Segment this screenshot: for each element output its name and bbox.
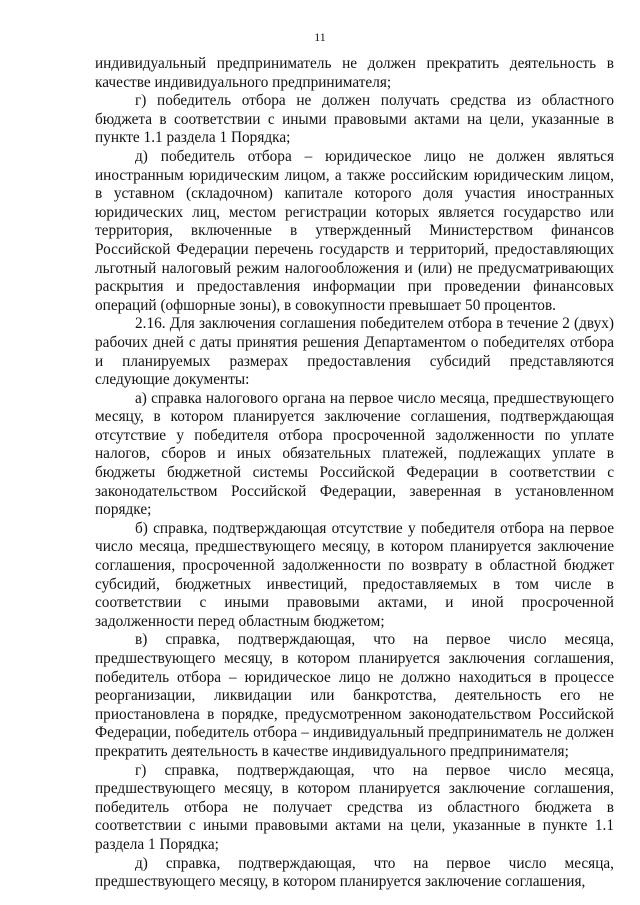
paragraph: индивидуальный предприниматель не должен прекратить деятельность в качестве индивидуального предпринимателя;: [95, 55, 614, 91]
paragraph: д) победитель отбора – юридическое лицо не должен являться иностранным юридическим лицом, а также российским юридическим лицом, в уставном (складочном) капитале которого доля участия иностранных юридических лиц, местом регистрации которых является государство или территория, включенные в утвержденный Министерством финансов Российской Федерации перечень государств и территорий, предоставляющих льготный налоговый режим налогообложения и (или) не предусматривающих раскрытия и предоставления информации при проведении финансовых операций (офшорные зоны), в совокупности превышает 50 процентов.: [95, 147, 614, 314]
paragraph: а) справка налогового органа на первое число месяца, предшествующего месяцу, в котором планируется заключение соглашения, подтверждающая отсутствие у победителя отбора просроченной задолженности по уплате налогов, сборов и иных обязательных платежей, подлежащих уплате в бюджеты бюджетной системы Российской Федерации в соответствии с законодательством Российской Федерации, заверенная в установленном порядке;: [95, 389, 614, 519]
paragraph: г) справка, подтверждающая, что на первое число месяца, предшествующего месяцу, в котором планируется заключение соглашения, победитель отбора не получает средства из областного бюджета в соответствии с иными правовыми актами на цели, указанные в пункте 1.1 раздела 1 Порядка;: [95, 761, 614, 853]
page-number: 11: [314, 30, 326, 44]
paragraph: 2.16. Для заключения соглашения победителем отбора в течение 2 (двух) рабочих дней с даты принятия решения Департаментом о победителях отбора и планируемых размерах предоставления субсидий представляются следующие документы:: [95, 315, 614, 389]
paragraph: б) справка, подтверждающая отсутствие у победителя отбора на первое число месяца, предшествующего месяцу, в котором планируется заключение соглашения, просроченной задолженности по возврату в областной бюджет субсидий, бюджетных инвестиций, предоставляемых в том числе в соответствии с иными правовыми актами, и иной просроченной задолженности перед областным бюджетом;: [95, 519, 614, 630]
document-body: [95, 55, 614, 892]
paragraph: г) победитель отбора не должен получать средства из областного бюджета в соответствии с иными правовыми актами на цели, указанные в пункте 1.1 раздела 1 Порядка;: [95, 92, 614, 147]
paragraph: д) справка, подтверждающая, что на первое число месяца, предшествующего месяцу, в котором планируется заключение соглашения,: [95, 854, 614, 891]
paragraph: в) справка, подтверждающая, что на первое число месяца, предшествующего месяцу, в котором планируется заключения соглашения, победитель отбора – юридическое лицо не должно находиться в процессе реорганизации, ликвидации или банкротства, деятельность его не приостановлена в порядке, предусмотренном законодательством Российской Федерации, победитель отбора – индивидуальный предприниматель не должен прекратить деятельность в качестве индивидуального предпринимателя;: [95, 631, 614, 760]
